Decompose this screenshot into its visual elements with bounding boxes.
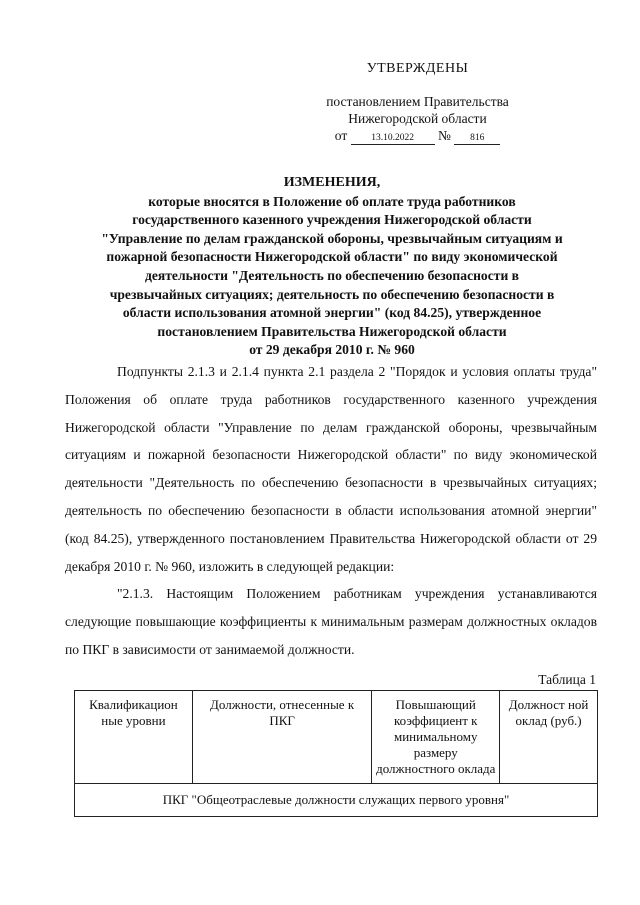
table-header-cell: Повышающий коэффициент к минимальному размеру должностного оклада xyxy=(372,691,500,784)
approval-line-2: Нижегородской области xyxy=(348,111,487,126)
approval-number: 816 xyxy=(454,132,500,145)
approval-block xyxy=(300,60,535,145)
approval-line-1: постановлением Правительства xyxy=(326,94,509,109)
salary-table xyxy=(74,690,598,817)
heading-title: ИЗМЕНЕНИЯ, xyxy=(283,175,381,190)
table-caption: Таблица 1 xyxy=(538,672,596,687)
table-header-row xyxy=(75,691,598,784)
approval-date-line xyxy=(300,127,535,145)
heading-line: государственного казенного учреждения Нижегородской области xyxy=(132,212,532,228)
document-body xyxy=(65,358,597,664)
table-header-cell: Должност ной оклад (руб.) xyxy=(500,691,598,784)
approval-date: 13.10.2022 xyxy=(351,132,435,145)
table-group-cell: ПКГ "Общеотраслевые должности служащих первого уровня" xyxy=(75,784,598,817)
approval-date-prefix: от xyxy=(334,128,348,143)
heading-line: "Управление по делам гражданской обороны, чрезвычайным ситуациям и xyxy=(101,230,563,246)
heading-line: которые вносятся в Положение об оплате труда работников xyxy=(148,193,516,209)
table-header-cell: Квалификацион ные уровни xyxy=(75,691,193,784)
heading-line: деятельности "Деятельность по обеспечению безопасности в xyxy=(144,267,520,283)
heading-line: чрезвычайных ситуациях; деятельность по обеспечению безопасности в xyxy=(109,286,555,302)
document-heading xyxy=(62,174,602,360)
paragraph: "2.1.3. Настоящим Положением работникам учреждения устанавливаются следующие повышающие коэффициенты к минимальным размерам должностных окладов по ПКГ в зависимости от занимаемой должности. xyxy=(65,586,597,657)
table-group-row xyxy=(75,784,598,817)
approval-title: УТВЕРЖДЕНЫ xyxy=(366,61,469,76)
heading-line: пожарной безопасности Нижегородской области" по виду экономической xyxy=(106,249,558,265)
table-header-cell: Должности, отнесенные к ПКГ xyxy=(192,691,371,784)
heading-line: постановлением Правительства Нижегородской области xyxy=(157,323,507,339)
approval-number-prefix: № xyxy=(437,128,451,143)
heading-line: от 29 декабря 2010 г. № 960 xyxy=(249,342,415,358)
heading-line: области использования атомной энергии" (код 84.25), утвержденное xyxy=(122,305,542,321)
paragraph: Подпункты 2.1.3 и 2.1.4 пункта 2.1 раздела 2 "Порядок и условия оплаты труда" Положения об оплате труда работников государственного казенного учреждения Нижегородской области "Управление по делам гражданской обороны, чрезвычайным ситуациям и пожарной безопасности Нижегородской области" по виду экономической деятельности "Деятельность по обеспечению безопасности в чрезвычайных ситуациях; деятельность по обеспечению безопасности в области использования атомной энергии" (код 84.25), утвержденного постановлением Правительства Нижегородской области от 29 декабря 2010 г. № 960, изложить в следующей редакции: xyxy=(65,364,597,574)
